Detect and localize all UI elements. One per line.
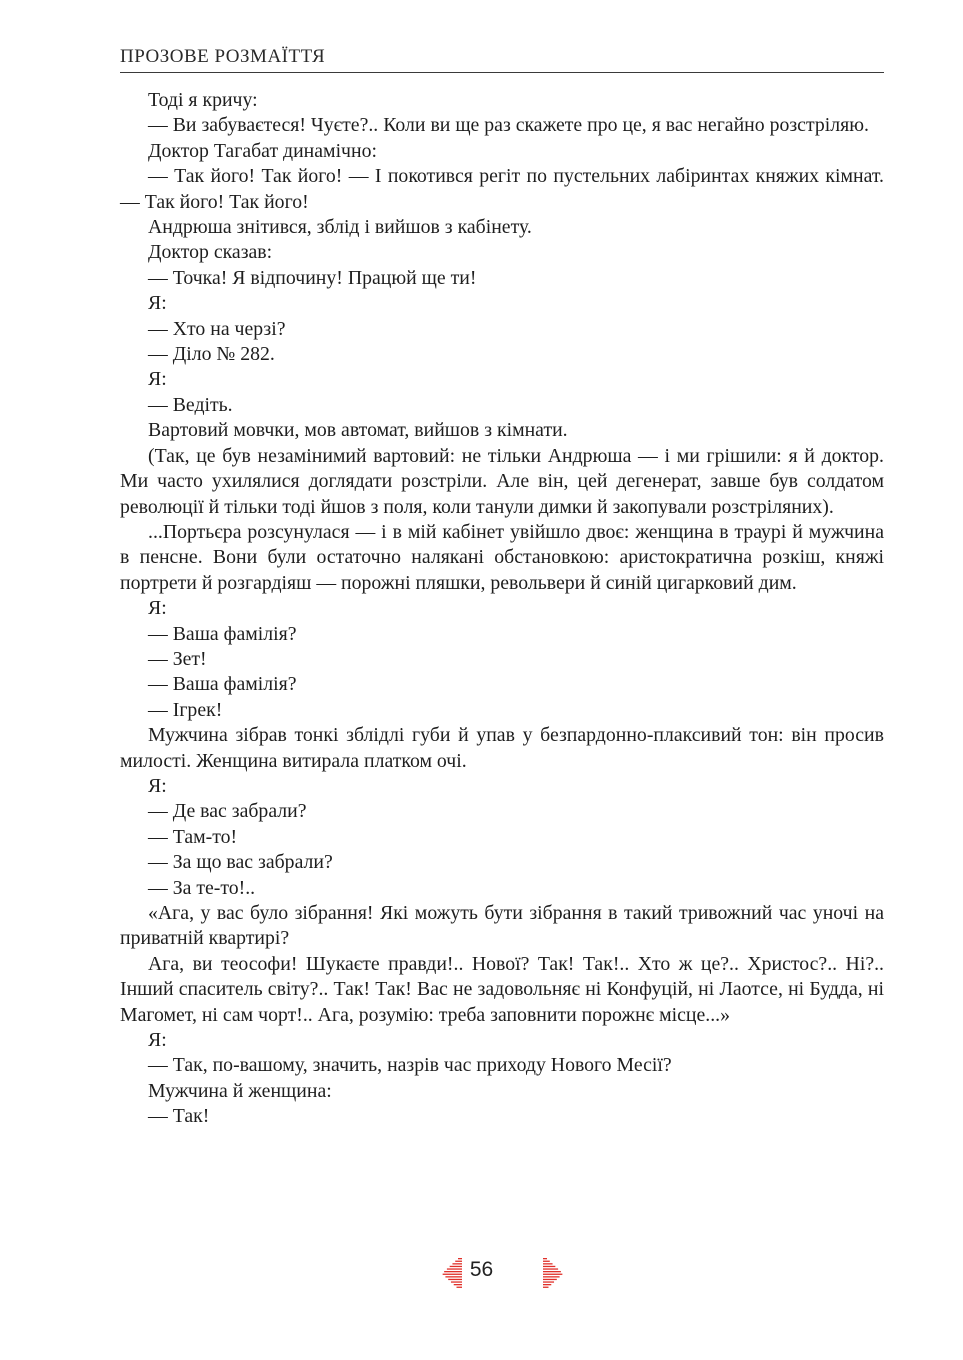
ornament-stripe [543, 1268, 558, 1269]
ornament-stripe [457, 1287, 462, 1288]
paragraph: Я: [148, 774, 167, 797]
ornament-stripe [543, 1284, 551, 1285]
ornament-stripe [543, 1274, 562, 1275]
paragraph: — Діло № 282. [148, 343, 275, 366]
running-header [120, 44, 884, 73]
body-text [120, 88, 884, 1130]
paragraph: — За те-то!.. [148, 876, 256, 899]
paragraph: Я: [148, 368, 167, 391]
paragraph: — За що вас забрали? [148, 851, 333, 874]
header-title: ПРОЗОВЕ РОЗМАЇТТЯ [120, 46, 326, 67]
paragraph: Ага, ви теософи! Шукаєте правди!.. Нової? Так! Так!.. Хто ж це?.. Христос?.. Ні?.. Інший спаситель світу?.. Так! Так! Вас не задовольняє ні Конфуцій, ні Лаотсе, ні Будда, ні Магомет, ні сам чорт!.. Ага, розумію: треба заповнити порожнє місце...» [120, 952, 884, 1026]
paragraph: Мужчина зібрав тонкі зблідлі губи й упав у безпардонно-плаксивий тон: він просив милості. Женщина витирала платком очі. [120, 724, 884, 772]
paragraph: — Ваша фамілія? [148, 622, 297, 645]
page-footer [0, 1252, 963, 1292]
right-arrow-ornament-icon [543, 1256, 565, 1290]
paragraph: «Ага, у вас було зібрання! Які можуть бути зібрання в такий тривожний час уночі на приватній квартирі? [120, 902, 884, 950]
ornament-stripe [543, 1279, 557, 1280]
paragraph: — Де вас забрали? [148, 800, 307, 823]
paragraph: Вартовий мовчки, мов автомат, вийшов з кімнати. [148, 419, 568, 442]
paragraph: — Хто на черзі? [148, 317, 286, 340]
paragraph: — Точка! Я відпочину! Працюй ще ти! [148, 266, 477, 289]
paragraph: — Ви забуваєтеся! Чуєте?.. Коли ви ще раз скажете про це, я вас негайно розстріляю. [148, 114, 869, 137]
ornament-stripe [543, 1263, 553, 1264]
page-number: 56 [469, 1258, 494, 1281]
paragraph: Я: [148, 1029, 167, 1052]
paragraph: — Так! [148, 1105, 210, 1128]
ornament-stripe [543, 1276, 560, 1277]
ornament-stripe [543, 1261, 550, 1262]
paragraph: Я: [148, 597, 167, 620]
paragraph: ...Портьєра розсунулася — і в мій кабінет увійшло двоє: женщина в траурі й мужчина в пенсне. Вони були остаточно налякані обстановкою: аристократична розкіш, княжі портрети й розгардіяш — порожні пляшки, револьвери й синій цигарковий дим. [120, 520, 884, 594]
paragraph: — Так, по-вашому, значить, назрів час приходу Нового Месії? [148, 1054, 672, 1077]
ornament-stripe [543, 1266, 555, 1267]
paragraph: Доктор Тагабат динамічно: [148, 139, 377, 162]
paragraph: — Ігрек! [148, 698, 223, 721]
paragraph: — Ваша фамілія? [148, 673, 297, 696]
ornament-stripe [543, 1258, 547, 1259]
paragraph: (Так, це був незамінимий вартовий: не тільки Андрюша — і ми грішили: я й доктор. Ми часто ухилялися доглядати розстріли. Але він, цей дегенерат, завше був солдатом революції й тільки тоді йшов з поля, коли танули димки й закопували розстріляних). [120, 444, 884, 518]
paragraph: Я: [148, 292, 167, 315]
paragraph: — Ведіть. [148, 393, 233, 416]
paragraph: Доктор сказав: [148, 241, 273, 264]
paragraph: Мужчина й женщина: [148, 1079, 332, 1102]
ornament-stripe [543, 1287, 548, 1288]
ornament-stripe [454, 1284, 462, 1285]
paragraph: — Там-то! [148, 825, 238, 848]
paragraph: — Зет! [148, 647, 207, 670]
ornament-stripe [543, 1271, 561, 1272]
paragraph: — Так його! Так його! — І покотився регіт по пустельних лабіринтах княжих кімнат. — Так його! Так його! [120, 165, 884, 213]
paragraph: Андрюша знітився, зблід і вийшов з кабінету. [148, 216, 532, 239]
paragraph: Тоді я кричу: [148, 89, 258, 111]
ornament-stripe [543, 1281, 554, 1282]
